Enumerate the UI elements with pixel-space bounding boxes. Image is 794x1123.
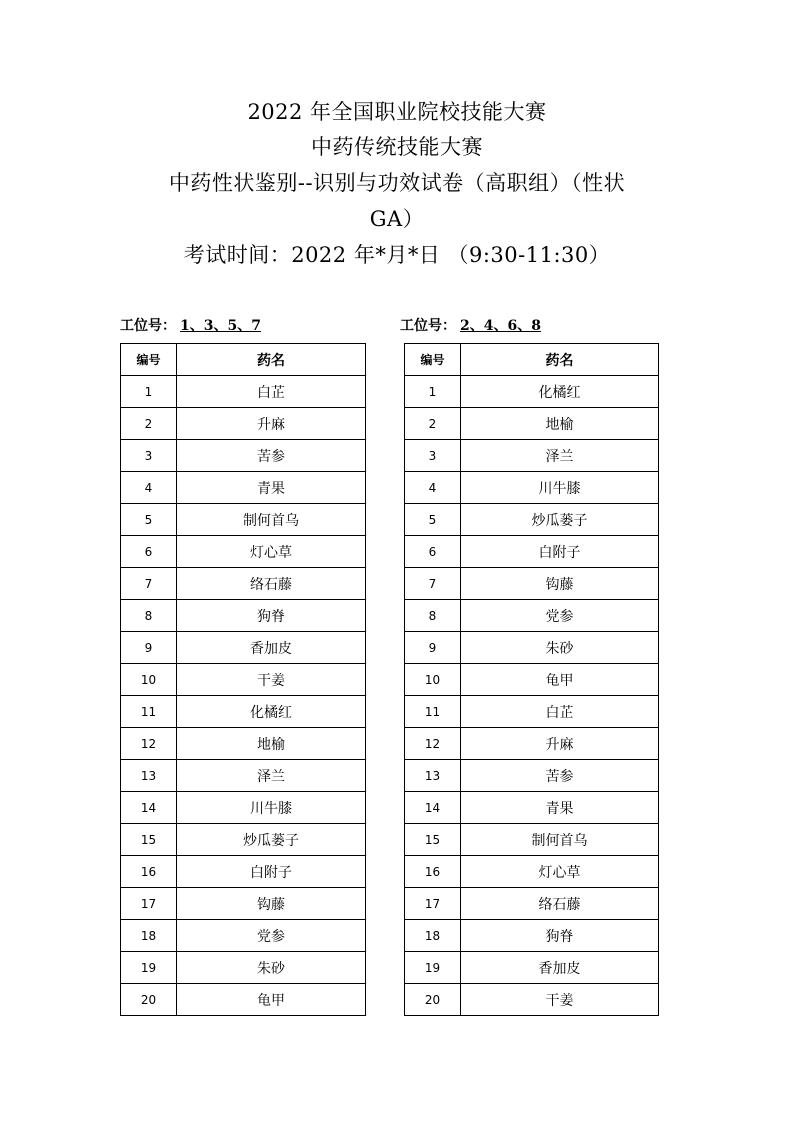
row-number: 10 [121,664,177,696]
row-number: 15 [405,824,461,856]
herb-name: 青果 [177,472,366,504]
herb-name: 川牛膝 [461,472,659,504]
row-number: 11 [121,696,177,728]
table-header-row [405,344,659,376]
herb-name: 泽兰 [177,760,366,792]
column-header-name: 药名 [177,344,366,376]
row-number: 8 [121,600,177,632]
herb-name: 升麻 [461,728,659,760]
herb-name: 狗脊 [177,600,366,632]
row-number: 11 [405,696,461,728]
row-number: 12 [121,728,177,760]
row-number: 2 [121,408,177,440]
row-number: 5 [405,504,461,536]
title-paper: 中药性状鉴别--识别与功效试卷（高职组）（性状 [168,171,626,195]
herb-name: 络石藤 [461,888,659,920]
table-row [121,472,366,504]
row-number: 13 [121,760,177,792]
herb-table-left [120,343,366,1016]
herb-name: 党参 [461,600,659,632]
table-row [405,408,659,440]
row-number: 20 [405,984,461,1016]
row-number: 16 [121,856,177,888]
herb-name: 狗脊 [461,920,659,952]
table-row [121,952,366,984]
table-row [121,568,366,600]
column-header-number: 编号 [121,344,177,376]
table-row [405,856,659,888]
herb-name: 苦参 [177,440,366,472]
row-number: 13 [405,760,461,792]
table-row [405,568,659,600]
herb-name: 钩藤 [177,888,366,920]
title-event: 中药传统技能大赛 [311,135,483,159]
table-row [405,888,659,920]
table-row [121,824,366,856]
herb-name: 干姜 [461,984,659,1016]
row-number: 1 [405,376,461,408]
herb-name: 灯心草 [177,536,366,568]
table-row [405,952,659,984]
row-number: 3 [405,440,461,472]
table-row [121,664,366,696]
herb-name: 龟甲 [177,984,366,1016]
row-number: 17 [121,888,177,920]
table-row [405,536,659,568]
station-right [400,317,541,335]
row-number: 4 [405,472,461,504]
row-number: 5 [121,504,177,536]
row-number: 14 [121,792,177,824]
row-number: 8 [405,600,461,632]
row-number: 20 [121,984,177,1016]
row-number: 18 [405,920,461,952]
table-row [405,632,659,664]
station-right-value: 2、4、6、8 [460,318,541,334]
row-number: 19 [121,952,177,984]
row-number: 15 [121,824,177,856]
station-left-label: 工位号： [120,318,176,334]
table-row [405,728,659,760]
table-row [405,760,659,792]
exam-time: 考试时间：2022 年*月*日 （9:30-11:30） [183,243,611,267]
herb-name: 党参 [177,920,366,952]
herb-name: 灯心草 [461,856,659,888]
row-number: 9 [405,632,461,664]
herb-name: 制何首乌 [177,504,366,536]
table-row [121,376,366,408]
row-number: 7 [121,568,177,600]
table-row [405,472,659,504]
row-number: 1 [121,376,177,408]
herb-name: 香加皮 [177,632,366,664]
station-right-label: 工位号： [400,318,456,334]
table-row [405,696,659,728]
column-header-name: 药名 [461,344,659,376]
row-number: 19 [405,952,461,984]
row-number: 10 [405,664,461,696]
row-number: 17 [405,888,461,920]
herb-name: 朱砂 [461,632,659,664]
herb-name: 朱砂 [177,952,366,984]
herb-name: 龟甲 [461,664,659,696]
herb-name: 炒瓜蒌子 [177,824,366,856]
table-row [405,792,659,824]
table-row [405,664,659,696]
row-number: 16 [405,856,461,888]
table-row [405,824,659,856]
table-row [405,440,659,472]
herb-name: 地榆 [461,408,659,440]
herb-name: 络石藤 [177,568,366,600]
table-row [121,696,366,728]
column-header-number: 编号 [405,344,461,376]
row-number: 18 [121,920,177,952]
herb-name: 青果 [461,792,659,824]
station-left-value: 1、3、5、7 [180,318,261,334]
herb-name: 白芷 [461,696,659,728]
table-row [405,984,659,1016]
table-row [121,856,366,888]
table-row [121,536,366,568]
herb-name: 白附子 [461,536,659,568]
title-paper-code: GA） [369,207,425,231]
table-row [121,760,366,792]
table-row [405,600,659,632]
table-row [121,888,366,920]
herb-name: 化橘红 [177,696,366,728]
table-header-row [121,344,366,376]
table-row [121,728,366,760]
table-row [405,504,659,536]
table-row [121,632,366,664]
row-number: 6 [121,536,177,568]
table-row [121,408,366,440]
title-competition: 2022 年全国职业院校技能大赛 [247,100,547,124]
herb-name: 川牛膝 [177,792,366,824]
table-row [121,600,366,632]
table-row [121,920,366,952]
table-row [121,792,366,824]
station-left [120,317,261,335]
herb-name: 钩藤 [461,568,659,600]
row-number: 9 [121,632,177,664]
herb-name: 白芷 [177,376,366,408]
row-number: 4 [121,472,177,504]
row-number: 2 [405,408,461,440]
herb-name: 苦参 [461,760,659,792]
herb-name: 炒瓜蒌子 [461,504,659,536]
herb-name: 地榆 [177,728,366,760]
herb-name: 干姜 [177,664,366,696]
row-number: 7 [405,568,461,600]
herb-name: 化橘红 [461,376,659,408]
table-row [121,984,366,1016]
row-number: 3 [121,440,177,472]
table-row [405,376,659,408]
herb-name: 升麻 [177,408,366,440]
row-number: 6 [405,536,461,568]
herb-name: 白附子 [177,856,366,888]
herb-table-right [404,343,659,1016]
herb-name: 香加皮 [461,952,659,984]
table-row [121,504,366,536]
row-number: 14 [405,792,461,824]
herb-name: 泽兰 [461,440,659,472]
row-number: 12 [405,728,461,760]
table-row [405,920,659,952]
herb-name: 制何首乌 [461,824,659,856]
table-row [121,440,366,472]
